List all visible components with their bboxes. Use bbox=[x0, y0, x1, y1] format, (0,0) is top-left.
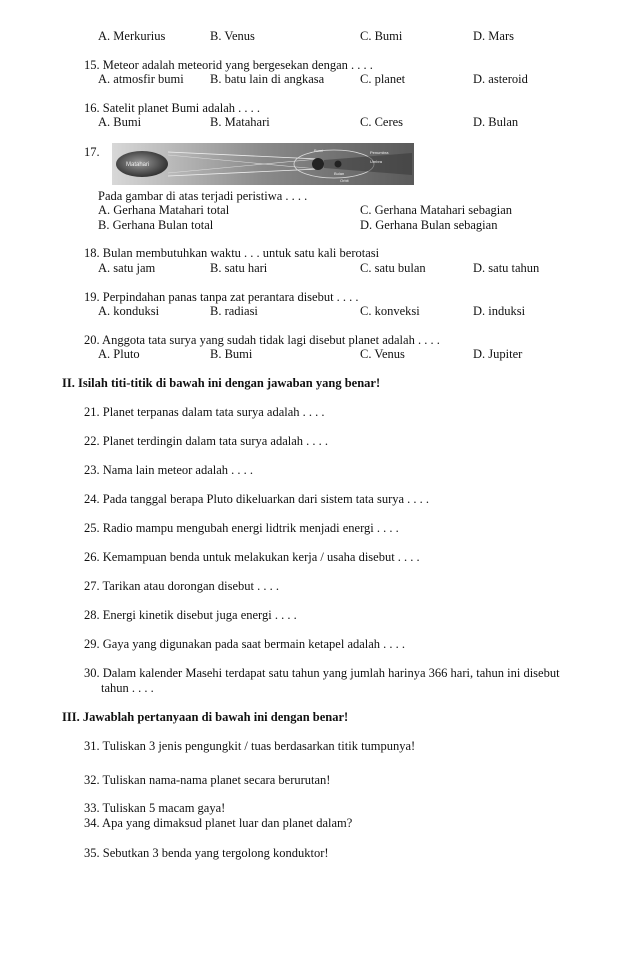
question-35: 35. Sebutkan 3 benda yang tergolong konduktor! bbox=[84, 846, 329, 860]
question-16: 16. Satelit planet Bumi adalah . . . . bbox=[84, 101, 261, 115]
question-29: 29. Gaya yang digunakan pada saat bermain ketapel adalah . . . . bbox=[84, 637, 406, 651]
question-18: 18. Bulan membutuhkan waktu . . . untuk satu kali berotasi bbox=[84, 246, 380, 260]
question-15: 15. Meteor adalah meteorid yang bergesekan dengan . . . . bbox=[84, 58, 373, 72]
question-19: 19. Perpindahan panas tanpa zat perantara disebut . . . . bbox=[84, 290, 359, 304]
orbit-label: Orbit bbox=[340, 178, 349, 183]
question-24: 24. Pada tanggal berapa Pluto dikeluarkan dari sistem tata surya . . . . bbox=[84, 492, 430, 506]
question-33: 33. Tuliskan 5 macam gaya! bbox=[84, 801, 226, 815]
option-c: C. konveksi bbox=[360, 304, 420, 318]
option-a: A. Pluto bbox=[98, 347, 140, 361]
option-d: D. Gerhana Bulan sebagian bbox=[360, 218, 498, 232]
option-b: B. batu lain di angkasa bbox=[210, 72, 325, 86]
option-d: D. induksi bbox=[473, 304, 526, 318]
penumbra-label: Penumbra bbox=[370, 150, 389, 155]
earth-shape bbox=[312, 158, 324, 170]
option-d: D. Jupiter bbox=[473, 347, 523, 361]
question-21: 21. Planet terpanas dalam tata surya adalah . . . . bbox=[84, 405, 325, 419]
question-17-number: 17. bbox=[84, 145, 100, 159]
option-c: C. Gerhana Matahari sebagian bbox=[360, 203, 513, 217]
question-30-continuation: tahun . . . . bbox=[101, 681, 154, 695]
question-27: 27. Tarikan atau dorongan disebut . . . . bbox=[84, 579, 280, 593]
option-b: B. Matahari bbox=[210, 115, 270, 129]
section-2-heading: II. Isilah titi-titik di bawah ini dengan jawaban yang benar! bbox=[62, 376, 381, 390]
option-a: A. satu jam bbox=[98, 261, 156, 275]
option-b: B. Venus bbox=[210, 29, 255, 43]
option-a: A. atmosfir bumi bbox=[98, 72, 184, 86]
option-c: C. Venus bbox=[360, 347, 405, 361]
option-a: A. Merkurius bbox=[98, 29, 166, 43]
option-c: C. satu bulan bbox=[360, 261, 426, 275]
question-34: 34. Apa yang dimaksud planet luar dan planet dalam? bbox=[84, 816, 353, 830]
option-d: D. Bulan bbox=[473, 115, 519, 129]
question-22: 22. Planet terdingin dalam tata surya adalah . . . . bbox=[84, 434, 329, 448]
option-a: A. Bumi bbox=[98, 115, 142, 129]
option-b: B. Gerhana Bulan total bbox=[98, 218, 214, 232]
umbra-label: Umbra bbox=[370, 159, 383, 164]
question-23: 23. Nama lain meteor adalah . . . . bbox=[84, 463, 254, 477]
question-31: 31. Tuliskan 3 jenis pengungkit / tuas berdasarkan titik tumpunya! bbox=[84, 739, 416, 753]
question-26: 26. Kemampuan benda untuk melakukan kerja / usaha disebut . . . . bbox=[84, 550, 420, 564]
earth-label: Bumi bbox=[314, 148, 324, 153]
question-17: Pada gambar di atas terjadi peristiwa . . . . bbox=[98, 189, 308, 203]
option-d: D. asteroid bbox=[473, 72, 528, 86]
option-c: C. Ceres bbox=[360, 115, 404, 129]
option-b: B. Bumi bbox=[210, 347, 253, 361]
question-20: 20. Anggota tata surya yang sudah tidak lagi disebut planet adalah . . . . bbox=[84, 333, 440, 347]
sun-label: Matahari bbox=[126, 162, 150, 168]
section-3-heading: III. Jawablah pertanyaan di bawah ini dengan benar! bbox=[62, 710, 349, 724]
question-28: 28. Energi kinetik disebut juga energi . . . . bbox=[84, 608, 297, 622]
option-b: B. satu hari bbox=[210, 261, 268, 275]
option-c: C. Bumi bbox=[360, 29, 403, 43]
eclipse-diagram bbox=[112, 143, 414, 185]
option-a: A. konduksi bbox=[98, 304, 160, 318]
option-b: B. radiasi bbox=[210, 304, 258, 318]
option-d: D. satu tahun bbox=[473, 261, 540, 275]
option-a: A. Gerhana Matahari total bbox=[98, 203, 230, 217]
option-c: C. planet bbox=[360, 72, 406, 86]
option-d: D. Mars bbox=[473, 29, 514, 43]
question-32: 32. Tuliskan nama-nama planet secara berurutan! bbox=[84, 773, 331, 787]
question-30: 30. Dalam kalender Masehi terdapat satu tahun yang jumlah harinya 366 hari, tahun ini disebut bbox=[84, 666, 560, 680]
moon-label: Bulan bbox=[334, 171, 345, 176]
question-25: 25. Radio mampu mengubah energi lidtrik menjadi energi . . . . bbox=[84, 521, 399, 535]
